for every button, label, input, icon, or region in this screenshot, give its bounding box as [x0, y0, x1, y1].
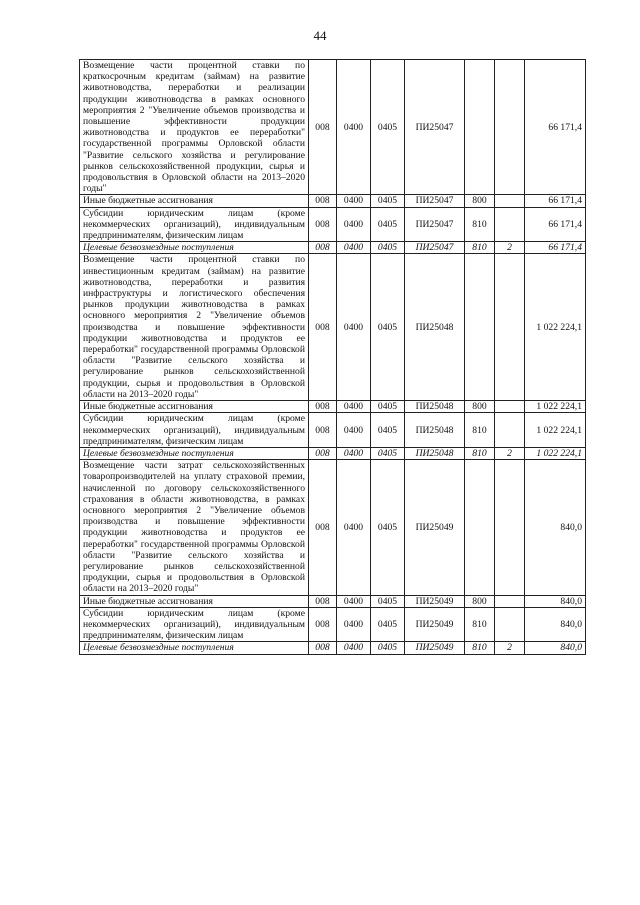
cell-subsection: 0405	[371, 254, 405, 401]
cell-section: 0400	[337, 195, 371, 207]
cell-name: Возмещение части процентной ставки по краткосрочным кредитам (займам) на развитие животноводства, переработки и реализации продукции животноводства в рамках основного мероприятия 2 "Увеличение объемов производства и повышение эффективности продукции животноводства и продуктов ее переработки" государственной программы Орловской области "Развитие сельского хозяйства и регулирование рынков сельскохозяйственной продукции, сырья и продовольствия в Орловской области на 2013–2020 годы"	[80, 60, 309, 195]
cell-sum: 66 171,4	[525, 195, 586, 207]
cell-source	[495, 207, 525, 242]
cell-section: 0400	[337, 242, 371, 254]
cell-sum: 840,0	[525, 607, 586, 642]
cell-sum: 66 171,4	[525, 242, 586, 254]
cell-type: 810	[465, 413, 495, 448]
cell-type: 800	[465, 195, 495, 207]
cell-admin: 008	[309, 447, 337, 459]
table-row	[80, 242, 586, 254]
cell-subsection: 0405	[371, 242, 405, 254]
table-row	[80, 447, 586, 459]
cell-admin: 008	[309, 607, 337, 642]
cell-target: ПИ25048	[405, 413, 465, 448]
cell-subsection: 0405	[371, 207, 405, 242]
cell-source	[495, 60, 525, 195]
cell-sum: 1 022 224,1	[525, 447, 586, 459]
cell-type	[465, 254, 495, 401]
budget-allocation-table	[79, 59, 586, 655]
cell-target: ПИ25048	[405, 401, 465, 413]
cell-target: ПИ25049	[405, 595, 465, 607]
cell-section: 0400	[337, 447, 371, 459]
cell-target: ПИ25048	[405, 254, 465, 401]
cell-type: 810	[465, 207, 495, 242]
cell-source	[495, 195, 525, 207]
cell-section: 0400	[337, 460, 371, 595]
cell-section: 0400	[337, 401, 371, 413]
cell-target: ПИ25049	[405, 607, 465, 642]
table-body	[80, 60, 586, 655]
table-row	[80, 460, 586, 595]
cell-source	[495, 401, 525, 413]
cell-subsection: 0405	[371, 447, 405, 459]
cell-sum: 1 022 224,1	[525, 401, 586, 413]
cell-name: Целевые безвозмездные поступления	[80, 642, 309, 654]
cell-name: Возмещение части процентной ставки по инвестиционным кредитам (займам) на развитие животноводства, переработки и развития инфраструктуры и логистического обеспечения рынков продукции животноводства в рамках основного мероприятия 2 "Увеличение объемов производства и повышение эффективности продукции животноводства и продуктов ее переработки" государственной программы Орловской области "Развитие сельского хозяйства и регулирование рынков сельскохозяйственной продукции, сырья и продовольствия в Орловской области на 2013–2020 годы"	[80, 254, 309, 401]
cell-subsection: 0405	[371, 413, 405, 448]
cell-admin: 008	[309, 595, 337, 607]
cell-admin: 008	[309, 460, 337, 595]
cell-sum: 66 171,4	[525, 207, 586, 242]
cell-sum: 840,0	[525, 460, 586, 595]
cell-source	[495, 460, 525, 595]
table-row	[80, 607, 586, 642]
table-row	[80, 254, 586, 401]
cell-section: 0400	[337, 607, 371, 642]
table-row	[80, 595, 586, 607]
cell-target: ПИ25048	[405, 447, 465, 459]
cell-target: ПИ25047	[405, 195, 465, 207]
cell-section: 0400	[337, 595, 371, 607]
cell-admin: 008	[309, 642, 337, 654]
cell-subsection: 0405	[371, 195, 405, 207]
cell-admin: 008	[309, 207, 337, 242]
cell-source: 2	[495, 447, 525, 459]
cell-name: Целевые безвозмездные поступления	[80, 447, 309, 459]
cell-source	[495, 254, 525, 401]
table-row	[80, 401, 586, 413]
cell-name: Субсидии юридическим лицам (кроме некоммерческих организаций), индивидуальным предпринимателям, физическим лицам	[80, 607, 309, 642]
cell-target: ПИ25047	[405, 60, 465, 195]
cell-name: Целевые безвозмездные поступления	[80, 242, 309, 254]
cell-section: 0400	[337, 642, 371, 654]
cell-type: 800	[465, 401, 495, 413]
cell-subsection: 0405	[371, 60, 405, 195]
cell-source	[495, 607, 525, 642]
cell-type: 810	[465, 242, 495, 254]
cell-admin: 008	[309, 242, 337, 254]
cell-name: Субсидии юридическим лицам (кроме некоммерческих организаций), индивидуальным предпринимателям, физическим лицам	[80, 413, 309, 448]
table-row	[80, 195, 586, 207]
cell-target: ПИ25047	[405, 242, 465, 254]
cell-target: ПИ25049	[405, 460, 465, 595]
cell-subsection: 0405	[371, 607, 405, 642]
cell-subsection: 0405	[371, 401, 405, 413]
cell-subsection: 0405	[371, 460, 405, 595]
page-number: 44	[313, 28, 327, 43]
cell-admin: 008	[309, 60, 337, 195]
cell-admin: 008	[309, 195, 337, 207]
table-row	[80, 642, 586, 654]
cell-name: Иные бюджетные ассигнования	[80, 401, 309, 413]
cell-target: ПИ25047	[405, 207, 465, 242]
cell-subsection: 0405	[371, 642, 405, 654]
cell-section: 0400	[337, 413, 371, 448]
cell-sum: 1 022 224,1	[525, 413, 586, 448]
cell-admin: 008	[309, 401, 337, 413]
cell-sum: 66 171,4	[525, 60, 586, 195]
cell-sum: 840,0	[525, 642, 586, 654]
table-row	[80, 207, 586, 242]
cell-section: 0400	[337, 60, 371, 195]
cell-type	[465, 60, 495, 195]
cell-section: 0400	[337, 254, 371, 401]
cell-type: 800	[465, 595, 495, 607]
table-row	[80, 413, 586, 448]
cell-name: Иные бюджетные ассигнования	[80, 595, 309, 607]
cell-source	[495, 413, 525, 448]
table-row	[80, 60, 586, 195]
cell-type: 810	[465, 447, 495, 459]
cell-section: 0400	[337, 207, 371, 242]
cell-source: 2	[495, 242, 525, 254]
cell-name: Возмещение части затрат сельскохозяйственных товаропроизводителей на уплату страховой премии, начисленной по договору сельскохозяйственного страхования в области животноводства, в рамках основного мероприятия 2 "Увеличение объемов производства и повышение эффективности продукции животноводства и продуктов ее переработки" государственной программы Орловской области "Развитие сельского хозяйства и регулирование рынков сельскохозяйственной продукции, сырья и продовольствия в Орловской области на 2013–2020 годы"	[80, 460, 309, 595]
cell-source: 2	[495, 642, 525, 654]
cell-type	[465, 460, 495, 595]
cell-target: ПИ25049	[405, 642, 465, 654]
cell-admin: 008	[309, 254, 337, 401]
cell-name: Иные бюджетные ассигнования	[80, 195, 309, 207]
cell-type: 810	[465, 607, 495, 642]
cell-source	[495, 595, 525, 607]
cell-admin: 008	[309, 413, 337, 448]
cell-sum: 1 022 224,1	[525, 254, 586, 401]
cell-sum: 840,0	[525, 595, 586, 607]
cell-type: 810	[465, 642, 495, 654]
cell-subsection: 0405	[371, 595, 405, 607]
cell-name: Субсидии юридическим лицам (кроме некоммерческих организаций), индивидуальным предпринимателям, физическим лицам	[80, 207, 309, 242]
